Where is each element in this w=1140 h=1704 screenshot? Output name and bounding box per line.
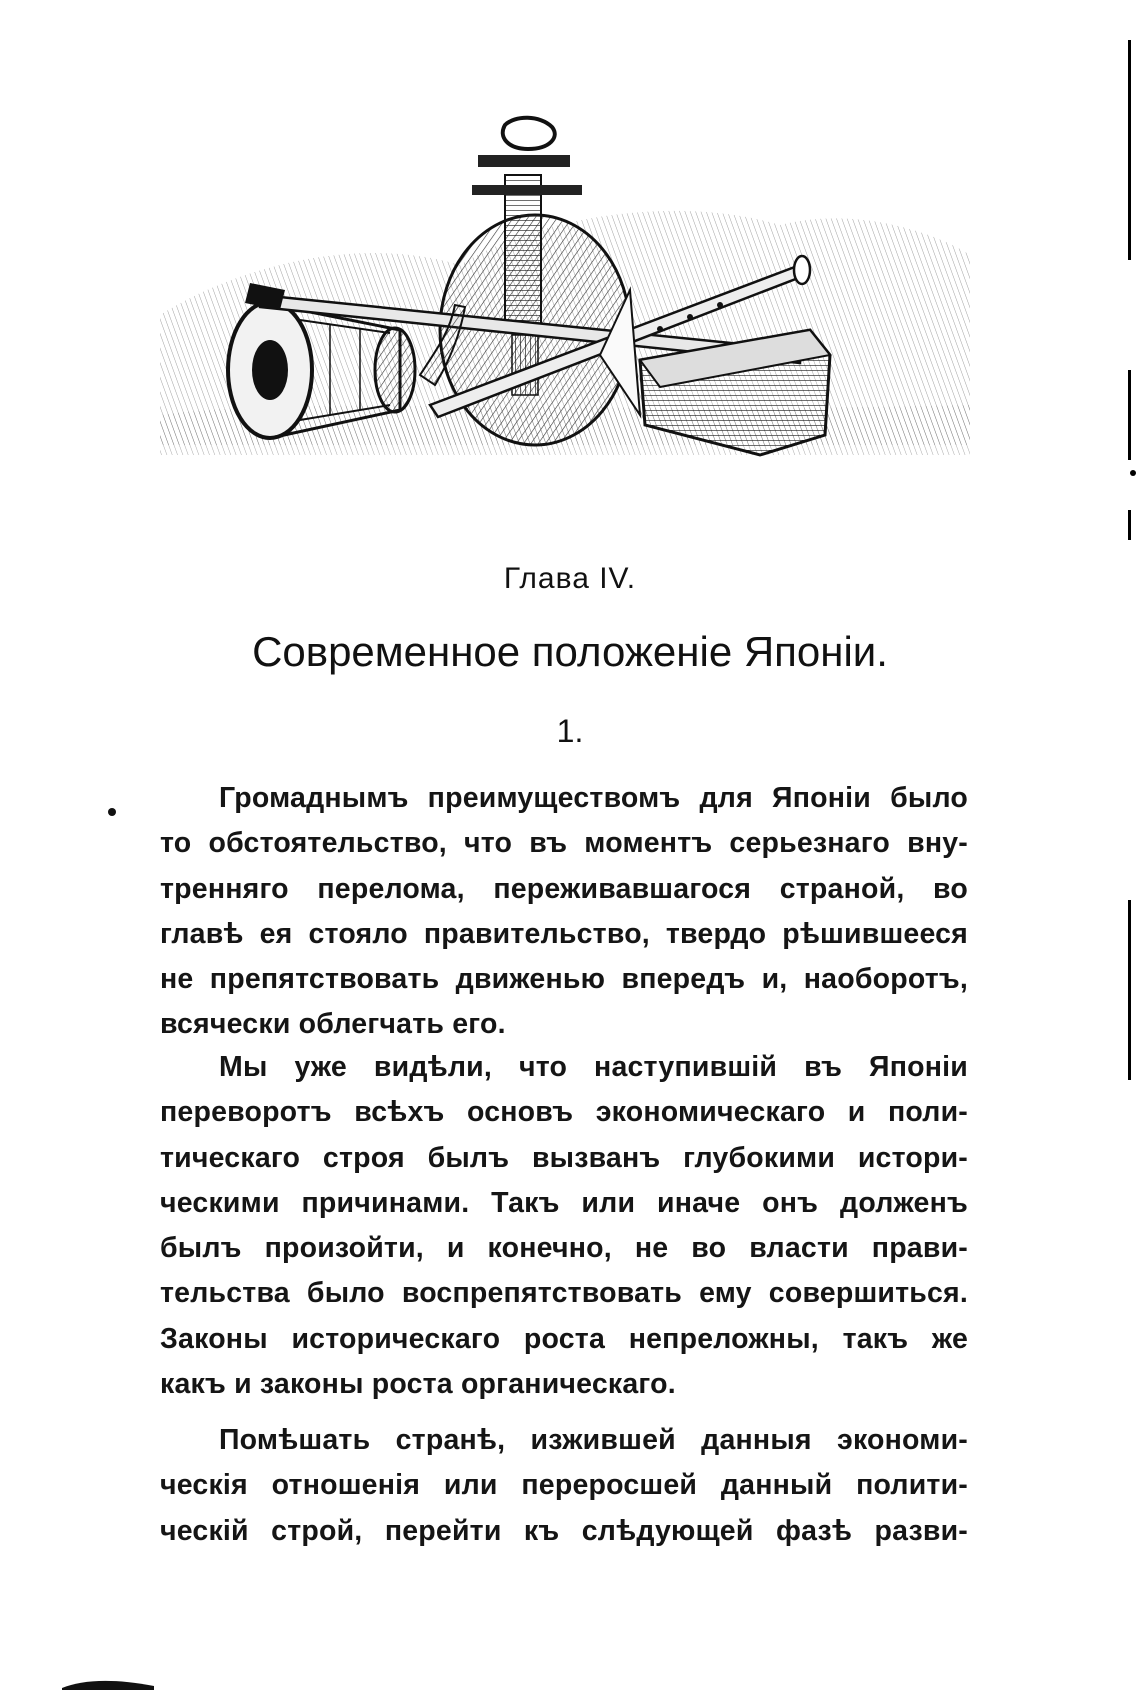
text-line: какъ и законы роста органическаго. xyxy=(160,1368,676,1401)
text-line: переворотъ всѣхъ основъ экономическаго и поли- xyxy=(160,1096,968,1129)
paragraph-1 xyxy=(160,776,968,1048)
section-number: 1. xyxy=(556,713,584,749)
margin-dot xyxy=(108,808,116,816)
scan-smudge xyxy=(62,1676,154,1690)
text-line: тическаго строя былъ вызванъ глубокими истори- xyxy=(160,1141,968,1174)
text-line: Мы уже видѣли, что наступившiй въ Японiи xyxy=(219,1051,968,1083)
chapter-title: Современное положенiе Японiи. xyxy=(252,628,888,675)
text-line: то обстоятельство, что въ моментъ серьезнаго вну- xyxy=(160,827,968,860)
text-line: ческiя отношенiя или переросшей данный полити- xyxy=(160,1469,968,1502)
chapter-label: Глава IV. xyxy=(503,562,637,595)
text-line: Помѣшать странѣ, изжившей данныя экономи- xyxy=(219,1424,968,1456)
instruments-illustration xyxy=(160,115,970,500)
text-line: не препятствовать движенью впередъ и, наоборотъ, xyxy=(160,963,968,996)
text-line: всячески облегчать его. xyxy=(160,1008,506,1041)
paragraph-3 xyxy=(160,1418,968,1554)
text-line: тренняго перелома, переживавшагося страной, во xyxy=(160,872,968,905)
text-line: тельства было воспрепятствовать ему совершиться. xyxy=(160,1277,968,1310)
text-line: главѣ ея стояло правительство, твердо рѣшившееся xyxy=(160,917,968,950)
text-line: ческими причинами. Такъ или иначе онъ долженъ xyxy=(160,1186,968,1219)
text-line: Законы историческаго роста непреложны, такъ же xyxy=(160,1322,968,1355)
scan-edge xyxy=(1126,0,1140,1704)
paragraph-2 xyxy=(160,1045,968,1407)
text-line: былъ произойти, и конечно, не во власти прави- xyxy=(160,1232,968,1265)
text-line: Громаднымъ преимуществомъ для Японiи было xyxy=(219,782,968,814)
text-line: ческiй строй, перейти къ слѣдующей фазѣ разви- xyxy=(160,1514,968,1547)
